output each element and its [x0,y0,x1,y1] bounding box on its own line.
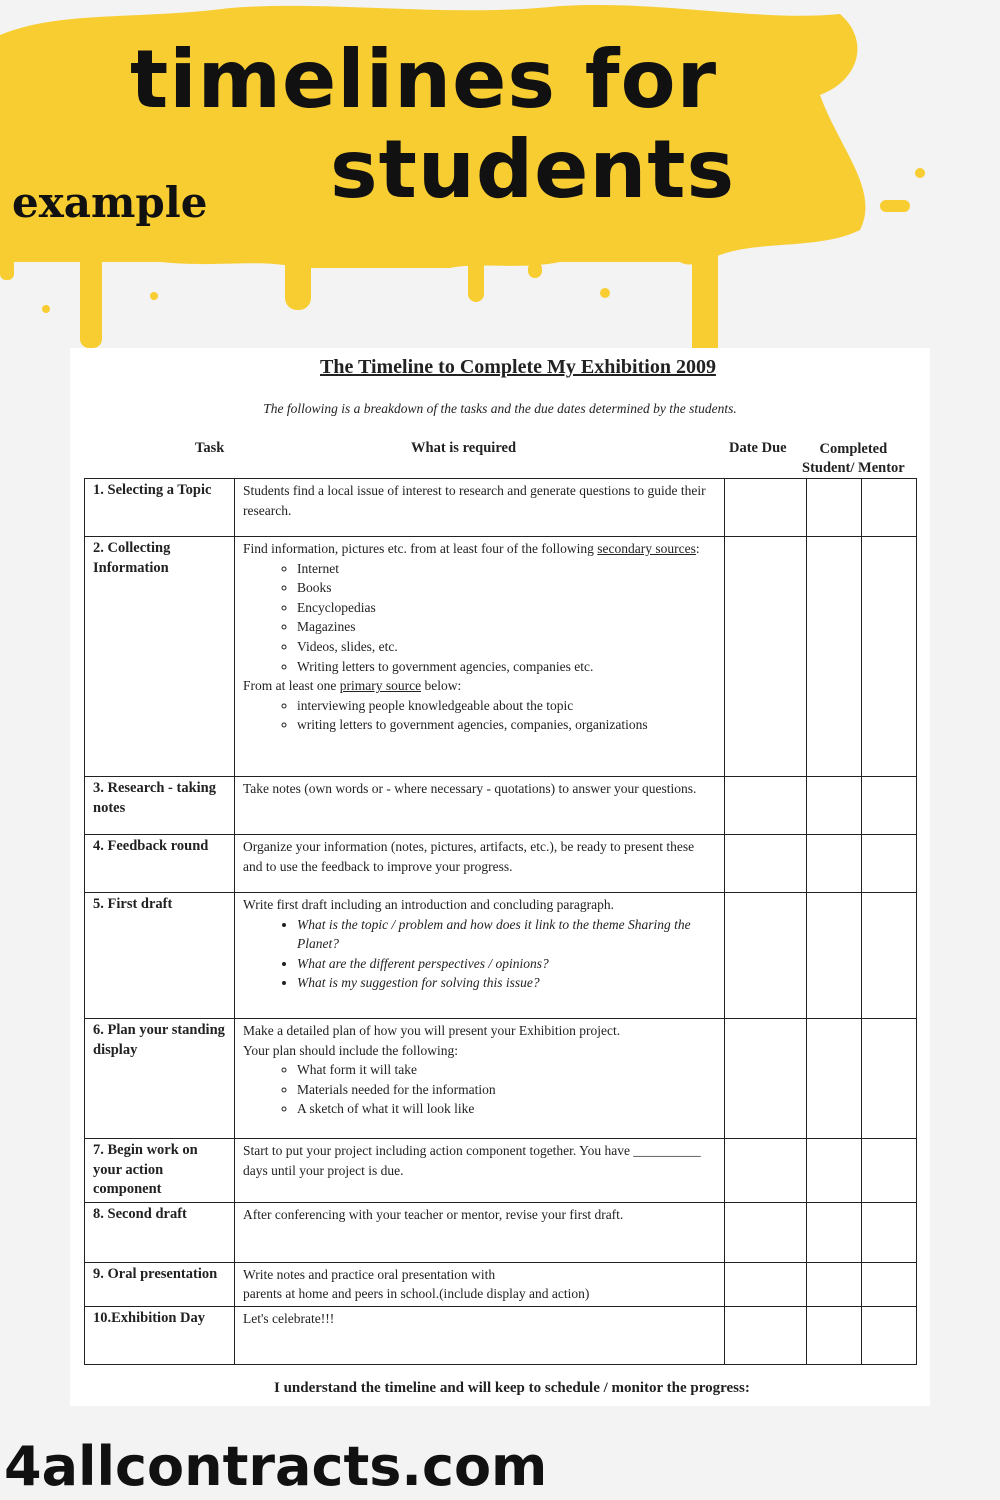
column-header-date-due: Date Due [729,440,787,456]
requirement-list [243,915,716,993]
date-due-cell[interactable] [725,479,807,537]
list-item: ◦ Books [297,578,716,598]
document-title: The Timeline to Complete My Exhibition 2009 [320,356,716,378]
student-check-cell[interactable] [807,1019,862,1139]
date-due-cell[interactable] [725,1262,807,1306]
requirement-text: parents at home and peers in school.(include display and action) [243,1286,590,1302]
column-header-completed-sub: Student/ Mentor [802,460,905,476]
list-item: ◦ Magazines [297,617,716,637]
table-row [85,835,917,893]
requirement-text: Find information, pictures etc. from at least four of the following secondary sources: [243,541,700,556]
timeline-document [70,348,930,1406]
mentor-check-cell[interactable] [862,777,917,835]
date-due-cell[interactable] [725,777,807,835]
column-header-required: What is required [411,440,517,456]
requirement-list [243,559,716,677]
task-cell: 3. Research - taking notes [85,777,235,835]
requirement-cell [235,1306,725,1364]
list-item: ◦ Internet [297,559,716,579]
task-cell: 1. Selecting a Topic [85,479,235,537]
date-due-cell[interactable] [725,1306,807,1364]
date-due-cell[interactable] [725,1019,807,1139]
table-row [85,537,917,777]
requirement-cell [235,1202,725,1262]
task-cell: 6. Plan your standing display [85,1019,235,1139]
requirement-text: Make a detailed plan of how you will present your Exhibition project. [243,1023,621,1038]
mentor-check-cell[interactable] [862,1202,917,1262]
student-check-cell[interactable] [807,893,862,1019]
requirement-cell [235,1262,725,1306]
requirement-cell [235,537,725,777]
mentor-check-cell[interactable] [862,537,917,777]
list-item: ◦ Materials needed for the information [297,1080,716,1100]
task-cell: 7. Begin work on your action component [85,1139,235,1203]
timeline-table [84,478,917,1365]
example-tag: example [12,178,208,227]
list-item: • What is my suggestion for solving this issue? [297,973,716,993]
list-item: ◦ Writing letters to government agencies, companies etc. [297,657,716,677]
table-row [85,1019,917,1139]
student-check-cell[interactable] [807,1306,862,1364]
date-due-cell[interactable] [725,1139,807,1203]
column-header-completed [802,440,905,478]
list-item: ◦ Videos, slides, etc. [297,637,716,657]
column-header-task: Task [195,440,225,456]
student-check-cell[interactable] [807,537,862,777]
table-row [85,479,917,537]
footer-site-name: 4allcontracts.com [4,1435,548,1498]
mentor-check-cell[interactable] [862,1262,917,1306]
mentor-check-cell[interactable] [862,1139,917,1203]
student-check-cell[interactable] [807,777,862,835]
task-cell: 9. Oral presentation [85,1262,235,1306]
list-item: • What are the different perspectives / opinions? [297,954,716,974]
requirement-list [243,1060,716,1119]
requirement-list [243,696,716,735]
mentor-check-cell[interactable] [862,835,917,893]
student-check-cell[interactable] [807,835,862,893]
requirement-text: Take notes (own words or - where necessary - quotations) to answer your questions. [243,781,697,796]
requirement-text: From at least one primary source below: [243,678,462,694]
requirement-text: Start to put your project including action component together. You have __________ days until your project is due. [243,1143,701,1178]
pledge-statement: I understand the timeline and will keep to schedule / monitor the progress: [274,1380,750,1396]
list-item: ◦ interviewing people knowledgeable about the topic [297,696,716,716]
date-due-cell[interactable] [725,537,807,777]
student-check-cell[interactable] [807,1202,862,1262]
mentor-check-cell[interactable] [862,1306,917,1364]
requirement-cell [235,1139,725,1203]
list-item: • What is the topic / problem and how does it link to the theme Sharing the Planet? [297,915,716,954]
requirement-text: Let's celebrate!!! [243,1310,335,1326]
date-due-cell[interactable] [725,1202,807,1262]
student-check-cell[interactable] [807,479,862,537]
student-check-cell[interactable] [807,1262,862,1306]
task-cell: 8. Second draft [85,1202,235,1262]
mentor-check-cell[interactable] [862,479,917,537]
table-row [85,1139,917,1203]
requirement-text: Students find a local issue of interest to research and generate questions to guide their research. [243,483,706,518]
student-check-cell[interactable] [807,1139,862,1203]
date-due-cell[interactable] [725,835,807,893]
table-row [85,1202,917,1262]
requirement-text: Write notes and practice oral presentation with [243,1266,496,1282]
mentor-check-cell[interactable] [862,1019,917,1139]
table-row [85,893,917,1019]
mentor-check-cell[interactable] [862,893,917,1019]
requirement-text: Organize your information (notes, pictures, artifacts, etc.), be ready to present these and to use the feedback to improve your progress. [243,839,695,874]
requirement-text: Your plan should include the following: [243,1042,458,1058]
list-item: ◦ Encyclopedias [297,598,716,618]
requirement-text: After conferencing with your teacher or mentor, revise your first draft. [243,1206,624,1222]
requirement-cell [235,777,725,835]
table-row [85,1306,917,1364]
document-intro: The following is a breakdown of the tasks and the due dates determined by the students. [263,401,737,416]
requirement-cell [235,893,725,1019]
headline-line-1: timelines for [130,33,718,126]
table-row [85,1262,917,1306]
task-cell: 2. Collecting Information [85,537,235,777]
column-header-completed-label: Completed [819,441,888,457]
requirement-text: Write first draft including an introduction and concluding paragraph. [243,897,614,912]
task-cell: 5. First draft [85,893,235,1019]
table-row [85,777,917,835]
list-item: ◦ What form it will take [297,1060,716,1080]
headline-line-2: students [330,123,736,216]
task-cell: 4. Feedback round [85,835,235,893]
list-item: ◦ A sketch of what it will look like [297,1099,716,1119]
requirement-cell [235,479,725,537]
requirement-cell [235,835,725,893]
list-item: ◦ writing letters to government agencies, companies, organizations [297,715,716,735]
task-cell: 10.Exhibition Day [85,1306,235,1364]
date-due-cell[interactable] [725,893,807,1019]
requirement-cell [235,1019,725,1139]
